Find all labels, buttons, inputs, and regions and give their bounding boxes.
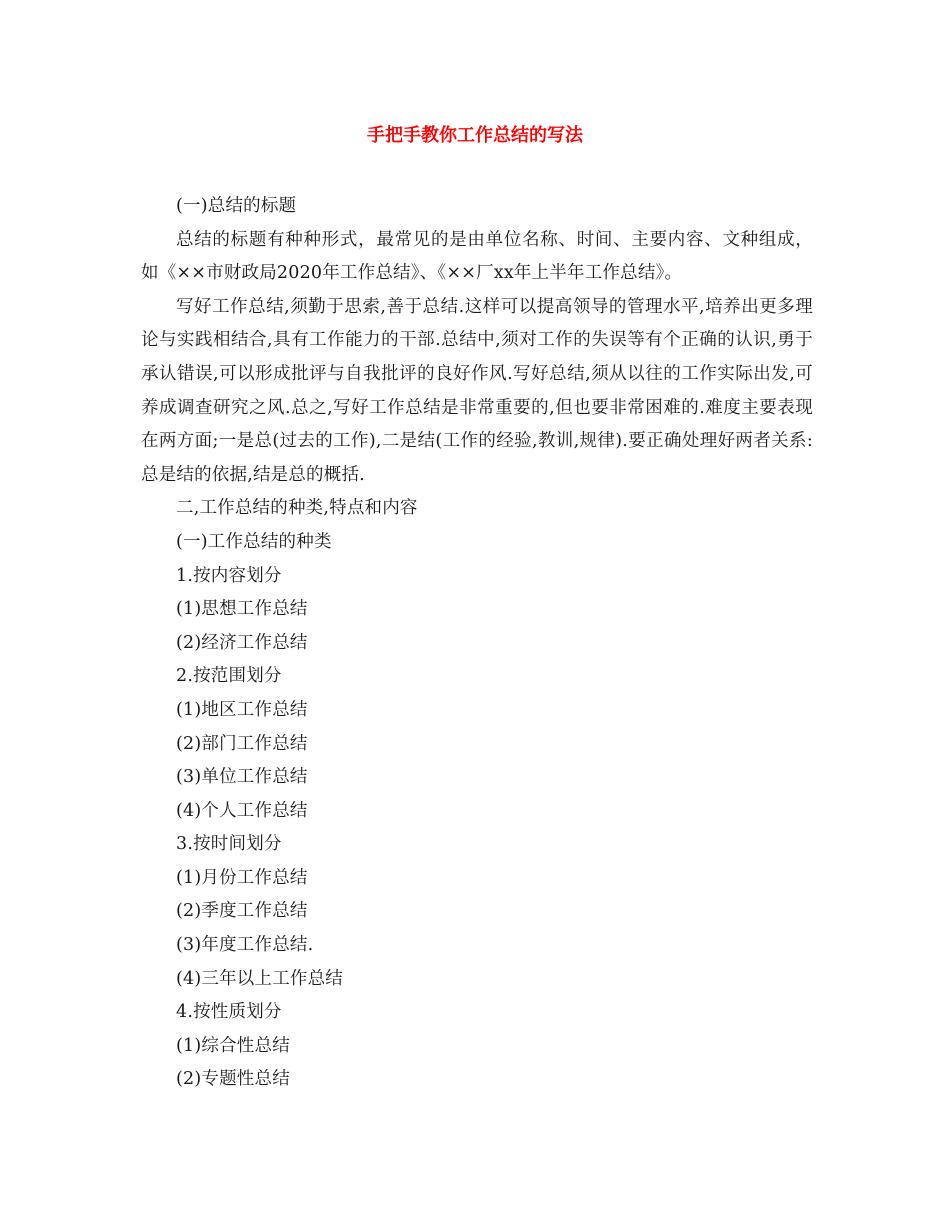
- paragraph-13: (4)个人工作总结: [176, 800, 308, 821]
- paragraph-1: (一)总结的标题: [176, 196, 297, 216]
- paragraph-6: 1.按内容划分: [176, 565, 282, 586]
- paragraph-19: 4.按性质划分: [176, 1002, 282, 1023]
- paragraph-14: 3.按时间划分: [176, 834, 282, 855]
- paragraph-11: (2)部门工作总结: [176, 733, 308, 754]
- paragraph-9: 2.按范围划分: [176, 666, 282, 687]
- paragraph-5: (一)工作总结的种类: [176, 531, 332, 552]
- paragraph-18: (4)三年以上工作总结: [176, 968, 343, 989]
- paragraph-2: 总结的标题有种种形式，最常见的是由单位名称、时间、主要内容、文种组成，如《××市财政局2020年工作总结》、《××厂xx年上半年工作总结》。: [141, 229, 813, 284]
- document-body: [141, 190, 813, 1097]
- paragraph-4: 二,工作总结的种类,特点和内容: [176, 498, 418, 519]
- paragraph-20: (1)综合性总结: [176, 1035, 290, 1056]
- paragraph-8: (2)经济工作总结: [176, 632, 308, 653]
- paragraph-7: (1)思想工作总结: [176, 599, 308, 620]
- paragraph-21: (2)专题性总结: [176, 1069, 290, 1090]
- paragraph-16: (2)季度工作总结: [176, 901, 308, 922]
- document-title: 手把手教你工作总结的写法: [367, 125, 583, 146]
- paragraph-10: (1)地区工作总结: [176, 699, 308, 720]
- paragraph-15: (1)月份工作总结: [176, 867, 308, 888]
- paragraph-12: (3)单位工作总结: [176, 767, 308, 788]
- paragraph-17: (3)年度工作总结.: [176, 935, 314, 956]
- paragraph-3: 写好工作总结,须勤于思索,善于总结.这样可以提高领导的管理水平,培养出更多理论与实践相结合,具有工作能力的干部.总结中,须对工作的失误等有个正确的认识,勇于承认错误,可以形成批评与自我批评的良好作风.写好总结,须从以往的工作实际出发,可养成调查研究之风.总之,写好工作总结是非常重要的,但也要非常困难的.难度主要表现在两方面;一是总(过去的工作),二是结(工作的经验,教训,规律).要正确处理好两者关系:总是结的依据,结是总的概括.: [141, 296, 813, 485]
